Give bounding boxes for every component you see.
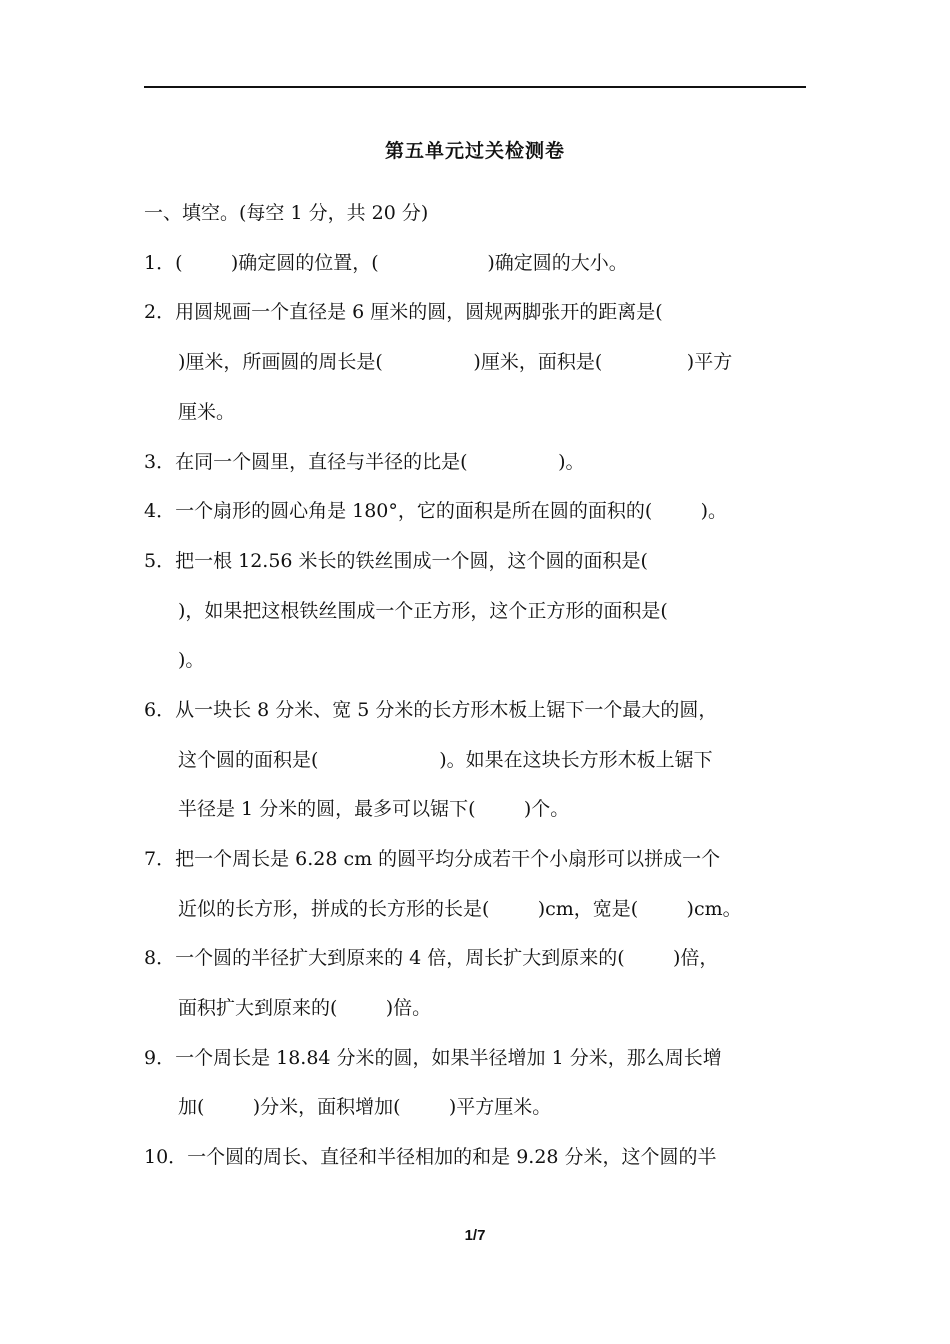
page-title: 第五单元过关检测卷 — [384, 140, 565, 162]
question-line: 6．从一块长 8 分米、宽 5 分米的长方形木板上锯下一个最大的圆， — [144, 699, 718, 721]
question-line: 1．( )确定圆的位置，( )确定圆的大小。 — [144, 252, 628, 274]
question-line: 加( )分米，面积增加( )平方厘米。 — [178, 1096, 552, 1118]
question-line: 9．一个周长是 18.84 分米的圆，如果半径增加 1 分米，那么周长增 — [144, 1047, 722, 1069]
page-number: 1/7 — [464, 1227, 486, 1244]
question-line: 4．一个扇形的圆心角是 180°，它的面积是所在圆的面积的( )。 — [144, 500, 728, 522]
section-heading: 一、填空。(每空 1 分，共 20 分) — [144, 202, 429, 224]
question-line: 面积扩大到原来的( )倍。 — [178, 997, 432, 1019]
header-rule — [144, 86, 806, 88]
question-line: 半径是 1 分米的圆，最多可以锯下( )个。 — [178, 798, 570, 820]
question-line: 3．在同一个圆里，直径与半径的比是( )。 — [144, 451, 585, 473]
question-line: )。 — [178, 649, 205, 671]
question-line: 2．用圆规画一个直径是 6 厘米的圆，圆规两脚张开的距离是( — [144, 301, 663, 323]
question-line: 厘米。 — [178, 401, 236, 423]
question-line: 10．一个圆的周长、直径和半径相加的和是 9.28 分米，这个圆的半 — [144, 1146, 717, 1168]
question-line: 8．一个圆的半径扩大到原来的 4 倍，周长扩大到原来的( )倍， — [144, 947, 719, 969]
question-line: 这个圆的面积是( )。如果在这块长方形木板上锯下 — [178, 749, 713, 771]
question-line: 7．把一个周长是 6.28 cm 的圆平均分成若干个小扇形可以拼成一个 — [144, 848, 721, 870]
question-line: 5．把一根 12.56 米长的铁丝围成一个圆，这个圆的面积是( — [144, 550, 648, 572]
question-line: )，如果把这根铁丝围成一个正方形，这个正方形的面积是( — [178, 600, 668, 622]
question-line: 近似的长方形，拼成的长方形的长是( )cm，宽是( )cm。 — [178, 898, 742, 920]
question-line: )厘米，所画圆的周长是( )厘米，面积是( )平方 — [178, 351, 733, 373]
